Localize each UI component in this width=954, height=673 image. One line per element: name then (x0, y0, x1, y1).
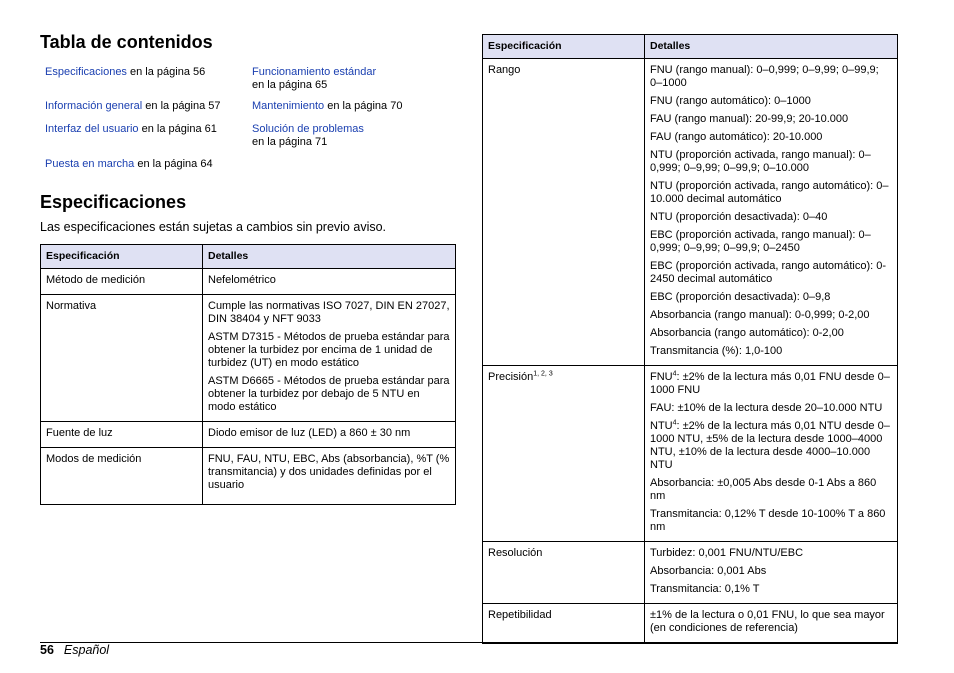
toc-link-especificaciones[interactable]: Especificaciones (45, 66, 127, 78)
details-text: NTU (proporción activada, rango manual): 0–0,999; 0–9,99; 0–99,9; 0–10.000 (650, 149, 871, 174)
details-text: ASTM D6665 - Métodos de prueba estándar para obtener la turbidez por debajo de 5 NTU en modo estático (208, 375, 450, 413)
unit-label: NTU (650, 420, 673, 432)
details-cell (203, 269, 456, 295)
intro-text: Las especificaciones están sujetas a cambios sin previo aviso. (40, 220, 387, 234)
details-cell (203, 295, 456, 422)
table-row (41, 295, 456, 422)
details-text: Nefelométrico (208, 274, 276, 286)
details-text: Transmitancia: 0,12% T desde 10-100% T a 860 nm (650, 508, 886, 533)
details-text: Absorbancia (rango automático): 0-2,00 (650, 327, 844, 339)
footer-divider (40, 642, 897, 643)
details-text: ±1% de la lectura o 0,01 FNU, lo que sea mayor (en condiciones de referencia) (650, 609, 885, 634)
details-text: EBC (proporción desactivada): 0–9,8 (650, 291, 831, 303)
page-number: 56 (40, 643, 54, 657)
spec-cell: Método de medición (41, 269, 203, 295)
spec-cell: Rango (483, 59, 645, 366)
footnote-ref: 4 (672, 370, 677, 378)
toc-page-ref: en la página 56 (126, 66, 206, 78)
toc-title: Tabla de contenidos (40, 32, 213, 52)
precision-text: : ±2% de la lectura más 0,01 FNU desde 0–1000 FNU (650, 371, 890, 396)
spec-label: Precisión (488, 371, 534, 383)
table-row (41, 422, 456, 448)
details-text: Absorbancia: ±0,005 Abs desde 0-1 Abs a 860 nm (650, 477, 877, 502)
details-text: NTU (proporción desactivada): 0–40 (650, 211, 828, 223)
details-cell (645, 59, 898, 366)
details-text: Turbidez: 0,001 FNU/NTU/EBC (650, 547, 804, 559)
details-text: FAU (rango manual): 20-99,9; 20-10.000 (650, 113, 849, 125)
toc-page-ref: en la página 64 (134, 158, 213, 170)
spec-table-left (40, 244, 456, 505)
table-row-repetibilidad (483, 604, 898, 644)
details-text (650, 371, 892, 397)
toc-entry (252, 100, 402, 113)
toc-page-ref: en la página 71 (252, 136, 328, 148)
footer-language: Español (63, 643, 110, 657)
toc-entry (45, 100, 221, 113)
table-row (41, 448, 456, 505)
spec-cell: Resolución (483, 542, 645, 604)
footnote-ref: 4 (672, 419, 677, 427)
precision-text: : ±2% de la lectura más 0,01 NTU desde 0–1000 NTU, ±5% de la lectura desde 1000–4000 NTU, ±10% de la lectura desde 4000–10.000 NTU (650, 420, 890, 471)
details-cell (645, 366, 898, 542)
details-cell (645, 542, 898, 604)
details-text: FNU (rango automático): 0–1000 (650, 95, 811, 107)
spec-cell (483, 366, 645, 542)
details-text: Transmitancia: 0,1% T (650, 583, 760, 595)
header-spec: Especificación (41, 245, 203, 269)
details-text: FNU, FAU, NTU, EBC, Abs (absorbancia), %T (% transmitancia) y dos unidades definidas por el usuario (208, 453, 450, 491)
spec-cell: Normativa (41, 295, 203, 422)
details-text: Absorbancia: 0,001 Abs (650, 565, 767, 577)
section-title: Especificaciones (40, 192, 187, 212)
table-header-row (483, 35, 898, 59)
spec-table-right (482, 34, 898, 644)
toc-link-solucion[interactable]: Solución de problemas (252, 123, 364, 135)
details-text: Transmitancia (%): 1,0-100 (650, 345, 783, 357)
details-text: EBC (proporción activada, rango automático): 0-2450 decimal automático (650, 260, 887, 285)
toc-link-interfaz[interactable]: Interfaz del usuario (45, 123, 139, 135)
table-row-resolucion (483, 542, 898, 604)
toc-entry (252, 123, 364, 149)
header-details: Detalles (203, 245, 456, 269)
details-cell (203, 448, 456, 505)
toc-entry (45, 66, 205, 79)
spec-cell: Repetibilidad (483, 604, 645, 644)
toc-entry (45, 123, 217, 136)
details-text: FNU (rango manual): 0–0,999; 0–9,99; 0–99,9; 0–1000 (650, 64, 879, 89)
details-text: Absorbancia (rango manual): 0-0,999; 0-2,00 (650, 309, 870, 321)
unit-label: FNU (650, 371, 673, 383)
toc-page-ref: en la página 70 (324, 100, 403, 112)
details-text: FAU (rango automático): 20-10.000 (650, 131, 823, 143)
toc-entry (252, 66, 376, 92)
table-row-rango (483, 59, 898, 366)
footnote-ref: 1, 2, 3 (533, 370, 553, 378)
spec-cell: Fuente de luz (41, 422, 203, 448)
toc-page-ref: en la página 65 (252, 79, 328, 91)
toc-link-puesta-en-marcha[interactable]: Puesta en marcha (45, 158, 135, 170)
details-text (650, 420, 892, 472)
page-footer (40, 643, 109, 657)
toc-link-mantenimiento[interactable]: Mantenimiento (252, 100, 325, 112)
details-text: Diodo emisor de luz (LED) a 860 ± 30 nm (208, 427, 411, 439)
details-cell (203, 422, 456, 448)
details-cell (645, 604, 898, 644)
toc-page-ref: en la página 61 (138, 123, 217, 135)
details-text: EBC (proporción activada, rango manual): 0–0,999; 0–9,99; 0–99,9; 0–2450 (650, 229, 871, 254)
table-row-precision (483, 366, 898, 542)
toc-page-ref: en la página 57 (142, 100, 221, 112)
table-header-row (41, 245, 456, 269)
details-text: FAU: ±10% de la lectura desde 20–10.000 NTU (650, 402, 883, 414)
details-text: Cumple las normativas ISO 7027, DIN EN 27027, DIN 38404 y NFT 9033 (208, 300, 450, 325)
details-text: ASTM D7315 - Métodos de prueba estándar para obtener la turbidez por encima de 1 unidad de turbidez (UT) en modo estático (208, 331, 450, 369)
toc-link-funcionamiento[interactable]: Funcionamiento estándar (252, 66, 377, 78)
toc-link-informacion-general[interactable]: Información general (45, 100, 143, 112)
table-row (41, 269, 456, 295)
details-text: NTU (proporción activada, rango automático): 0–10.000 decimal automático (650, 180, 889, 205)
header-spec: Especificación (483, 35, 645, 59)
toc-entry (45, 158, 213, 171)
spec-cell: Modos de medición (41, 448, 203, 505)
header-details: Detalles (645, 35, 898, 59)
